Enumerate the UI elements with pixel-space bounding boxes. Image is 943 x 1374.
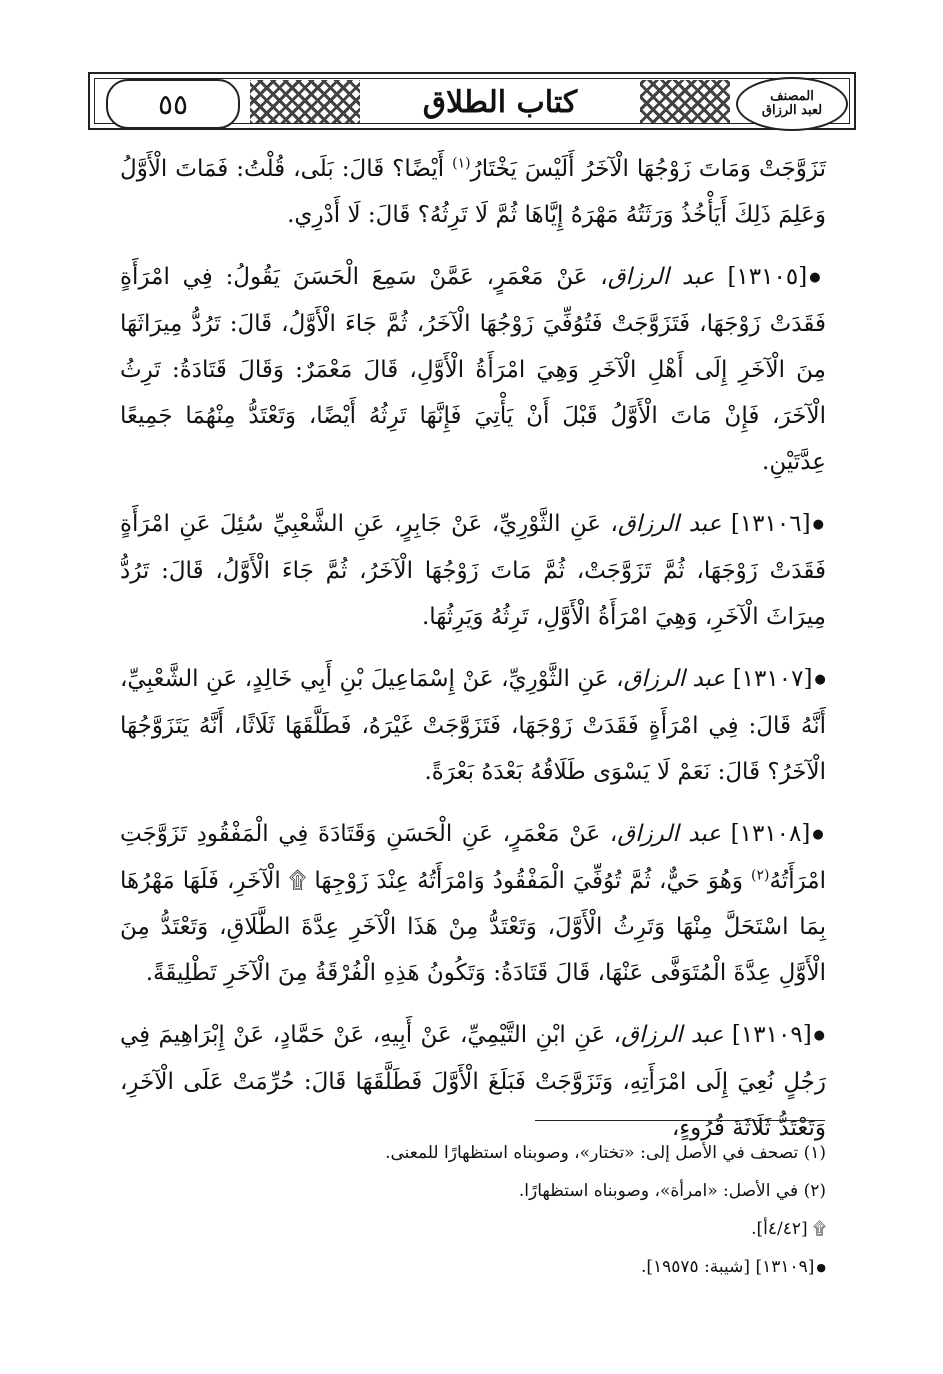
footnote-1: (١) تصحف في الأصل إلى: «تختار»، وصوبناه استظهارًا للمعنى. xyxy=(385,1143,826,1163)
page-header xyxy=(88,72,856,130)
continuation-paragraph xyxy=(120,146,826,238)
hadith-entry-13109 xyxy=(120,1012,826,1151)
footnotes xyxy=(120,1134,826,1287)
entry-text: وَهُوَ حَيٌّ، ثُمَّ تُوُفِّيَ الْمَفْقُودُ وَامْرَأَتُهُ عِنْدَ زَوْجِهَا ۩ الْآخَرِ، فَلَهَا مَهْرُهَا بِمَا اسْتَحَلَّ مِنْهَا وَتَرِثُ الْأَوَّلَ، وَتَعْتَدُّ مِنْ هَذَا الْآخَرِ عِدَّةَ الطَّلَاقِ، وَتَعْتَدُّ مِنَ الْأَوَّلِ عِدَّةَ الْمُتَوَفَّى عَنْهَا، قَالَ قَتَادَةُ: وَتَكُونُ هَذِهِ الْفُرْقَةُ مِنَ الْآخَرِ تَطْلِيقَةً. xyxy=(120,868,826,986)
entry-author: عبد الرزاق xyxy=(617,821,722,847)
ornament-pattern-left xyxy=(250,80,360,124)
entry-author: عبد الرزاق xyxy=(623,666,726,692)
main-text xyxy=(120,146,826,1151)
entry-number: ● [١٣١٠٧] xyxy=(733,666,826,692)
intro-text-before-ref: تَزَوَّجَتْ وَمَاتَ زَوْجُهَا الْآخَرُ أَلَيْسَ يَخْتَارُ xyxy=(470,156,826,182)
ornament-pattern-right xyxy=(640,80,730,124)
entry-text: ، عَنْ مَعْمَرٍ، عَمَّنْ سَمِعَ الْحَسَنَ يَقُولُ: فِي امْرَأَةٍ فَقَدَتْ زَوْجَهَا، فَتَزَوَّجَتْ فَتُوُفِّيَ زَوْجُهَا الْآخَرُ، ثُمَّ جَاءَ الْأَوَّلُ، قَالَ: تَرُدُّ مِيرَاثَهَا مِنَ الْآخَرِ إِلَى أَهْلِ الْآخَرِ وَهِيَ امْرَأَةُ الْأَوَّلِ، قَالَ مَعْمَرٌ: وَقَالَ قَتَادَةُ: تَرِثُ الْآخَرَ، فَإِنْ مَاتَ الْأَوَّلُ قَبْلَ أَنْ يَأْتِيَ فَإِنَّهَا تَرِثُهُ أَيْضًا، وَتَعْتَدُّ مِنْهُمَا جَمِيعًا عِدَّتَيْنِ. xyxy=(120,264,826,475)
footnote-divider xyxy=(535,1120,825,1121)
book-title-line1: المصنف xyxy=(770,89,814,105)
footnote-ref-1: (١) xyxy=(452,155,471,172)
intro-text-after-ref: أَيْضًا؟ قَالَ: بَلَى، قُلْتُ: فَمَاتَ الْأَوَّلُ وَعَلِمَ ذَلِكَ أَيَأْخُذُ وَرَثَتُهُ مَهْرَهُ إِيَّاهَا ثُمَّ لَا تَرِثُهُ؟ قَالَ: لَا أَدْرِي. xyxy=(120,156,826,228)
entry-number: ● [١٣١٠٥] xyxy=(727,264,826,290)
entry-text-before-ref: ، عَنْ مَعْمَرٍ، عَنِ الْحَسَنِ وَقَتَادَةَ فِي الْمَفْقُودِ تَزَوَّجَتِ امْرَأَتُهُ xyxy=(120,821,826,894)
entry-text: ، عَنِ ابْنِ التَّيْمِيِّ، عَنْ أَبِيهِ، عَنْ حَمَّادٍ، عَنْ إِبْرَاهِيمَ فِي رَجُلٍ نُعِيَ إِلَى امْرَأَتِهِ، وَتَزَوَّجَتْ فَبَلَغَ الْأَوَّلَ فَطَلَّقَهَا قَالَ: حُرِّمَتْ عَلَى الْآخَرِ، وَتَعْتَدُّ ثَلَاثَةَ قُرُوءٍ، xyxy=(120,1022,826,1141)
footnote-2: (٢) في الأصل: «امرأة»، وصوبناه استظهارًا. xyxy=(518,1181,826,1201)
entry-number: ● [١٣١٠٩] xyxy=(732,1022,826,1048)
hadith-entry-13108 xyxy=(120,811,826,996)
source-reference-note: ● [١٣١٠٩] [شيبة: ١٩٥٧٥]. xyxy=(120,1248,826,1287)
footnote-ref-2: (٢) xyxy=(751,867,770,884)
folio-marker-note: ۩ [٤/٤٢أ]. xyxy=(751,1219,826,1239)
entry-text: ، عَنِ الثَّوْرِيِّ، عَنْ جَابِرٍ، عَنِ الشَّعْبِيِّ سُئِلَ عَنِ امْرَأَةٍ فَقَدَتْ زَوْجَهَا، ثُمَّ تَزَوَّجَتْ، ثُمَّ مَاتَ زَوْجُهَا الْآخَرُ، ثُمَّ جَاءَ الْأَوَّلُ، قَالَ: تَرُدُّ مِيرَاثَ الْآخَرِ، وَهِيَ امْرَأَةُ الْأَوَّلِ، تَرِثُهُ وَيَرِثُهَا. xyxy=(120,511,826,630)
entry-author: عبد الرزاق xyxy=(607,264,715,290)
page-number: ٥٥ xyxy=(157,87,189,121)
entry-text: ، عَنِ الثَّوْرِيِّ، عَنْ إِسْمَاعِيلَ بْنِ أَبِي خَالِدٍ، عَنِ الشَّعْبِيِّ، أَنَّهُ قَالَ: فِي امْرَأَةٍ فَقَدَتْ زَوْجَهَا، فَتَزَوَّجَتْ غَيْرَهُ، فَطَلَّقَهَا ثَلَاثًا، أَنَّهُ يَتَزَوَّجُهَا الْآخَرُ؟ قَالَ: نَعَمْ لَا يَسْوَى طَلَاقُهُ بَعْدَهُ بَعْرَةً. xyxy=(120,666,826,785)
entry-author: عبد الرزاق xyxy=(621,1022,724,1048)
entry-number: ● [١٣١٠٨] xyxy=(731,821,826,847)
book-title-medallion xyxy=(736,77,848,131)
entry-number: ● [١٣١٠٦] xyxy=(731,511,826,537)
hadith-entry-13106 xyxy=(120,501,826,640)
hadith-entry-13107 xyxy=(120,656,826,795)
page-number-frame xyxy=(106,79,240,129)
hadith-entry-13105 xyxy=(120,254,826,485)
entry-author: عبد الرزاق xyxy=(617,511,722,537)
chapter-title: كتاب الطلاق xyxy=(422,84,578,120)
book-title-line2: لعبد الرزاق xyxy=(761,103,823,118)
